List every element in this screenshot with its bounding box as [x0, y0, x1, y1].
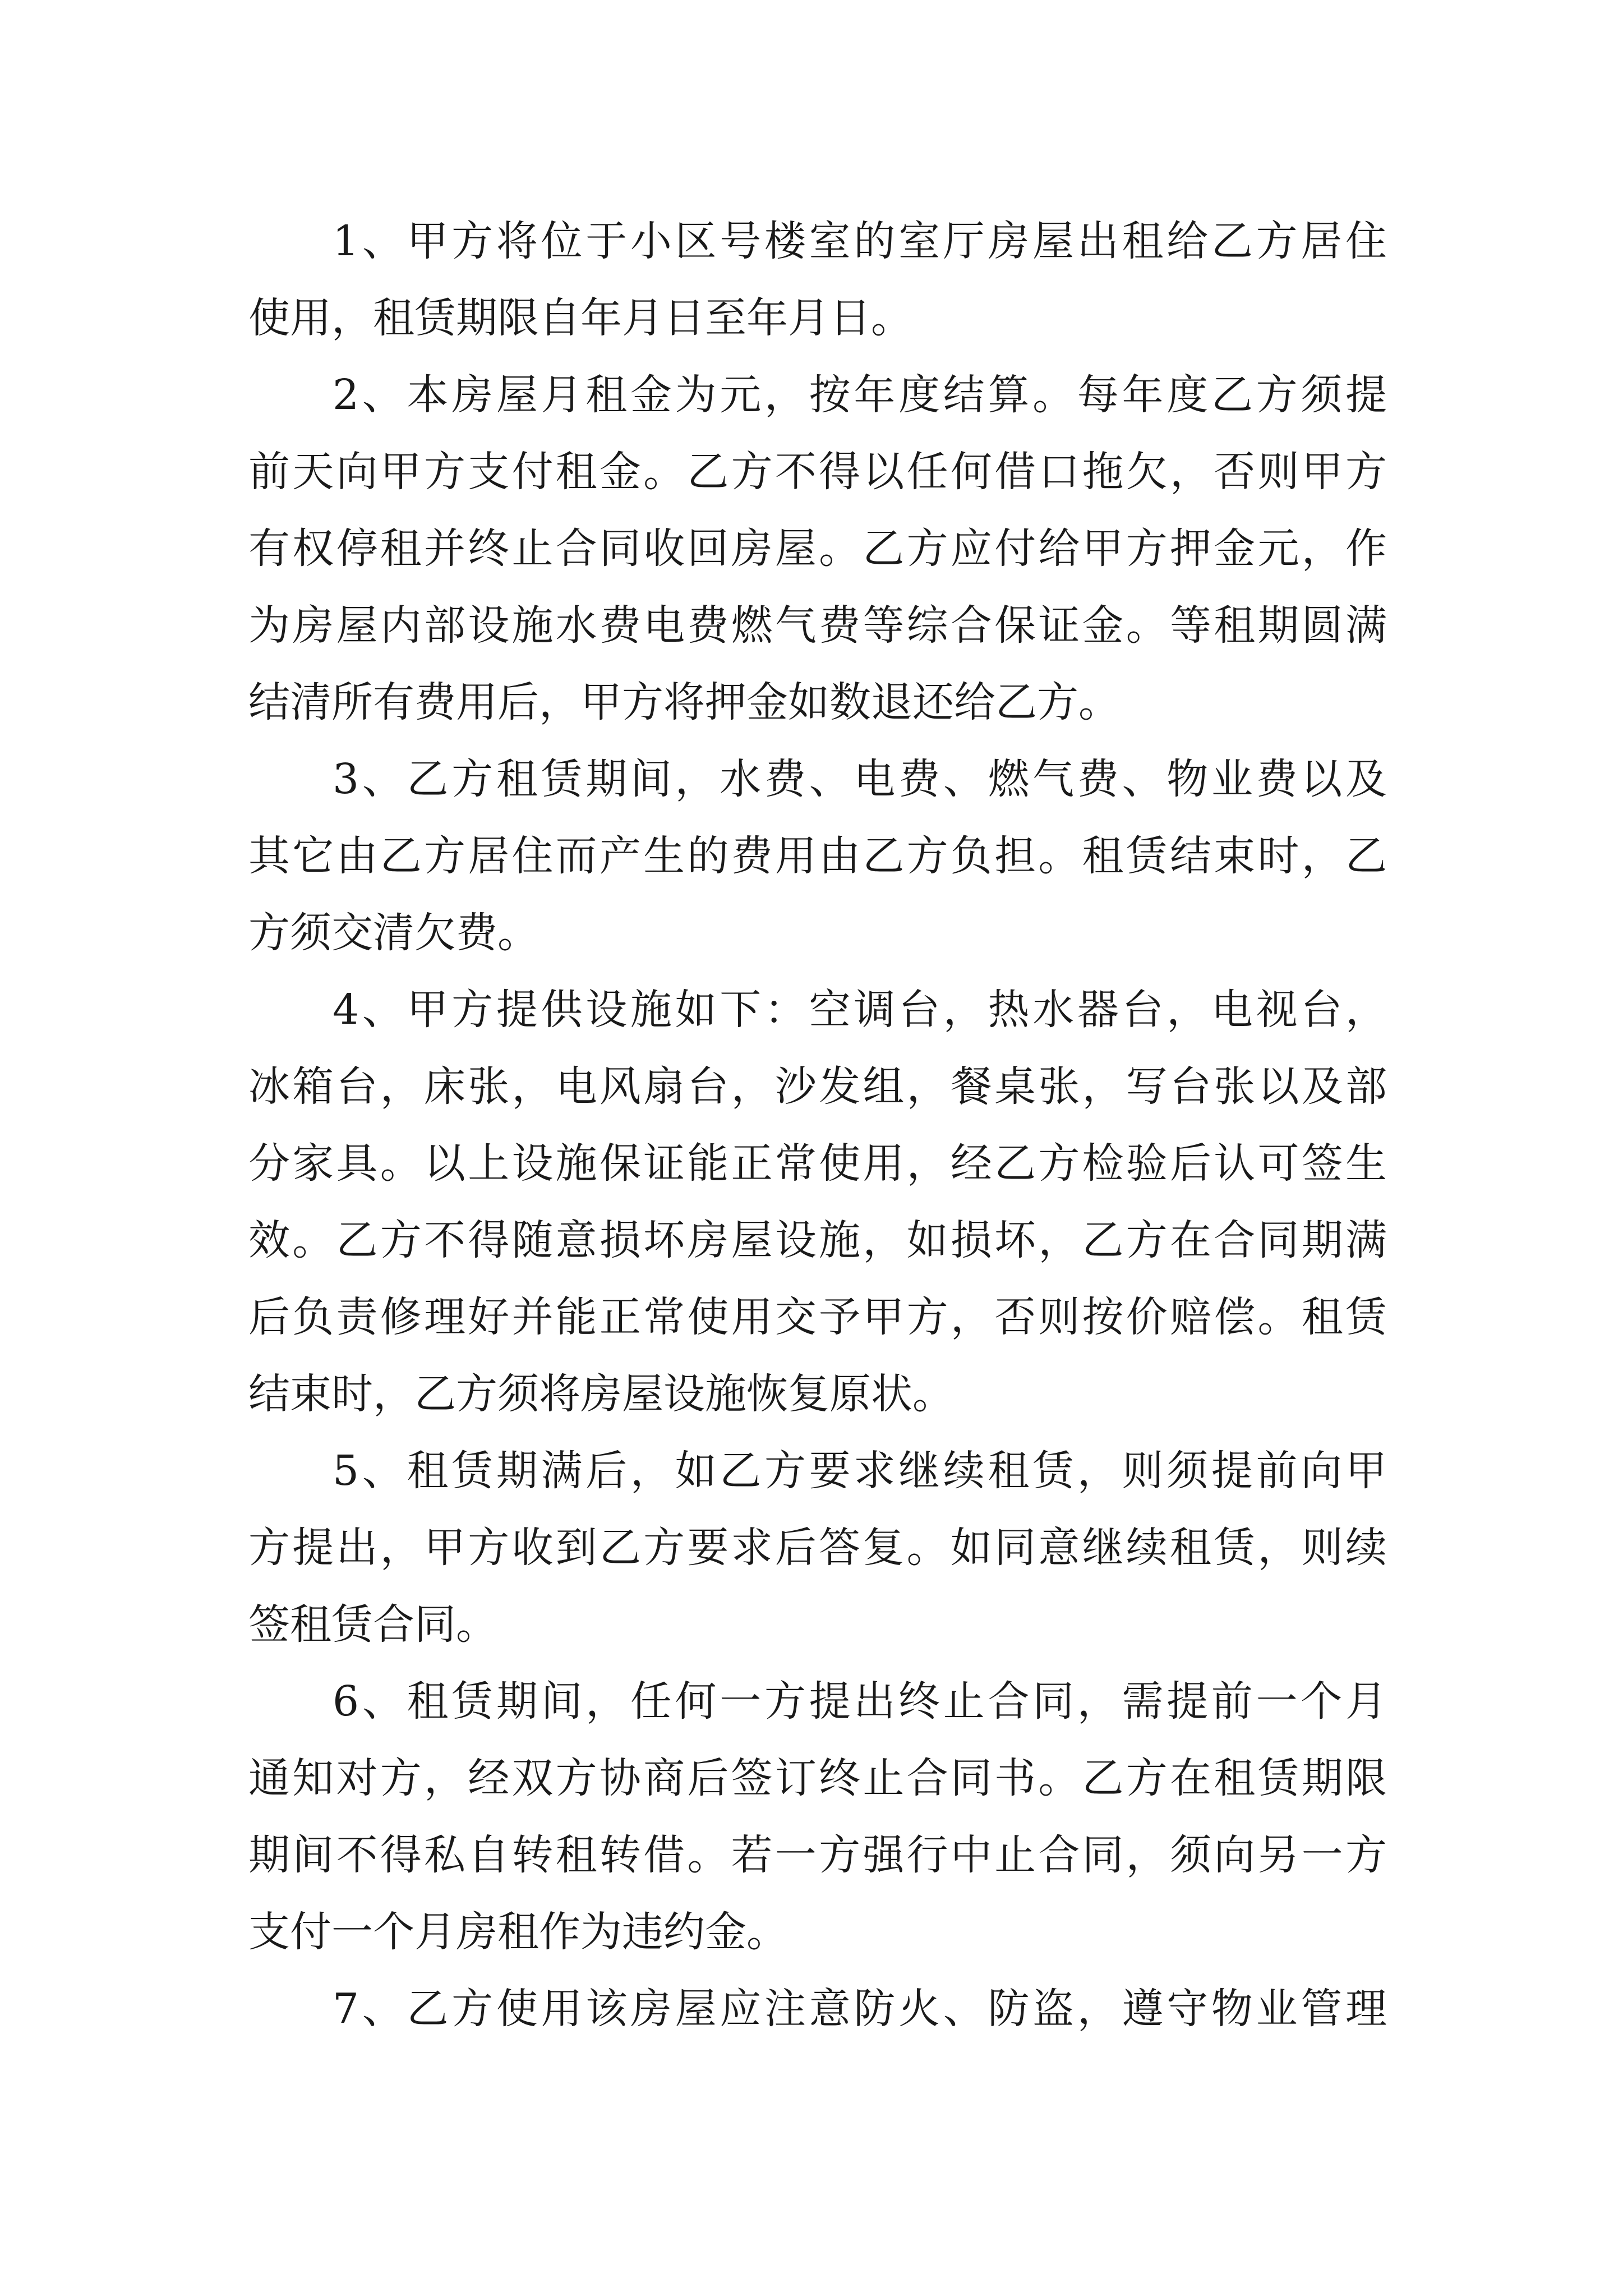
paragraph-2 [248, 357, 1387, 741]
text-line: 分家具。以上设施保证能正常使用，经乙方检验后认可签生 [248, 1139, 1387, 1188]
text-line: 为房屋内部设施水费电费燃气费等综合保证金。等租期圆满 [248, 601, 1387, 650]
paragraph-4 [248, 972, 1387, 1433]
document-body [248, 203, 1387, 2047]
text-line: 效。乙方不得随意损坏房屋设施，如损坏，乙方在合同期满 [248, 1216, 1387, 1264]
text-line: 前天向甲方支付租金。乙方不得以任何借口拖欠，否则甲方 [248, 448, 1387, 496]
text-line: 3、乙方租赁期间，水费、电费、燃气费、物业费以及 [333, 755, 1387, 803]
text-line: 1、甲方将位于小区号楼室的室厅房屋出租给乙方居住 [333, 217, 1387, 265]
text-line: 2、本房屋月租金为元，按年度结算。每年度乙方须提 [333, 371, 1387, 419]
paragraph-3 [248, 741, 1387, 972]
text-line: 6、租赁期间，任何一方提出终止合同，需提前一个月 [333, 1677, 1387, 1726]
text-line: 其它由乙方居住而产生的费用由乙方负担。租赁结束时，乙 [248, 832, 1387, 880]
text-line: 5、租赁期满后，如乙方要求继续租赁，则须提前向甲 [333, 1447, 1387, 1495]
text-line: 有权停租并终止合同收回房屋。乙方应付给甲方押金元，作 [248, 524, 1387, 573]
text-line: 通知对方，经双方协商后签订终止合同书。乙方在租赁期限 [248, 1754, 1387, 1802]
text-line: 4、甲方提供设施如下：空调台，热水器台，电视台， [333, 986, 1387, 1034]
text-line: 支付一个月房租作为违约金。 [248, 1908, 788, 1956]
paragraph-5 [248, 1433, 1387, 1663]
text-line: 方提出，甲方收到乙方要求后答复。如同意继续租赁，则续 [248, 1524, 1387, 1572]
text-line: 7、乙方使用该房屋应注意防火、防盗，遵守物业管理 [333, 1985, 1387, 2033]
text-line: 后负责修理好并能正常使用交予甲方，否则按价赔偿。租赁 [248, 1293, 1387, 1341]
text-line: 使用，租赁期限自年月日至年月日。 [248, 294, 912, 342]
paragraph-1 [248, 203, 1387, 357]
text-line: 方须交清欠费。 [248, 909, 539, 957]
text-line: 结清所有费用后，甲方将押金如数退还给乙方。 [248, 678, 1120, 726]
text-line: 期间不得私自转租转借。若一方强行中止合同，须向另一方 [248, 1831, 1387, 1879]
text-line: 冰箱台，床张，电风扇台，沙发组，餐桌张，写台张以及部 [248, 1062, 1387, 1111]
text-line: 结束时，乙方须将房屋设施恢复原状。 [248, 1370, 954, 1418]
paragraph-6 [248, 1663, 1387, 1971]
text-line: 签租赁合同。 [248, 1600, 497, 1649]
paragraph-7 [248, 1971, 1387, 2047]
